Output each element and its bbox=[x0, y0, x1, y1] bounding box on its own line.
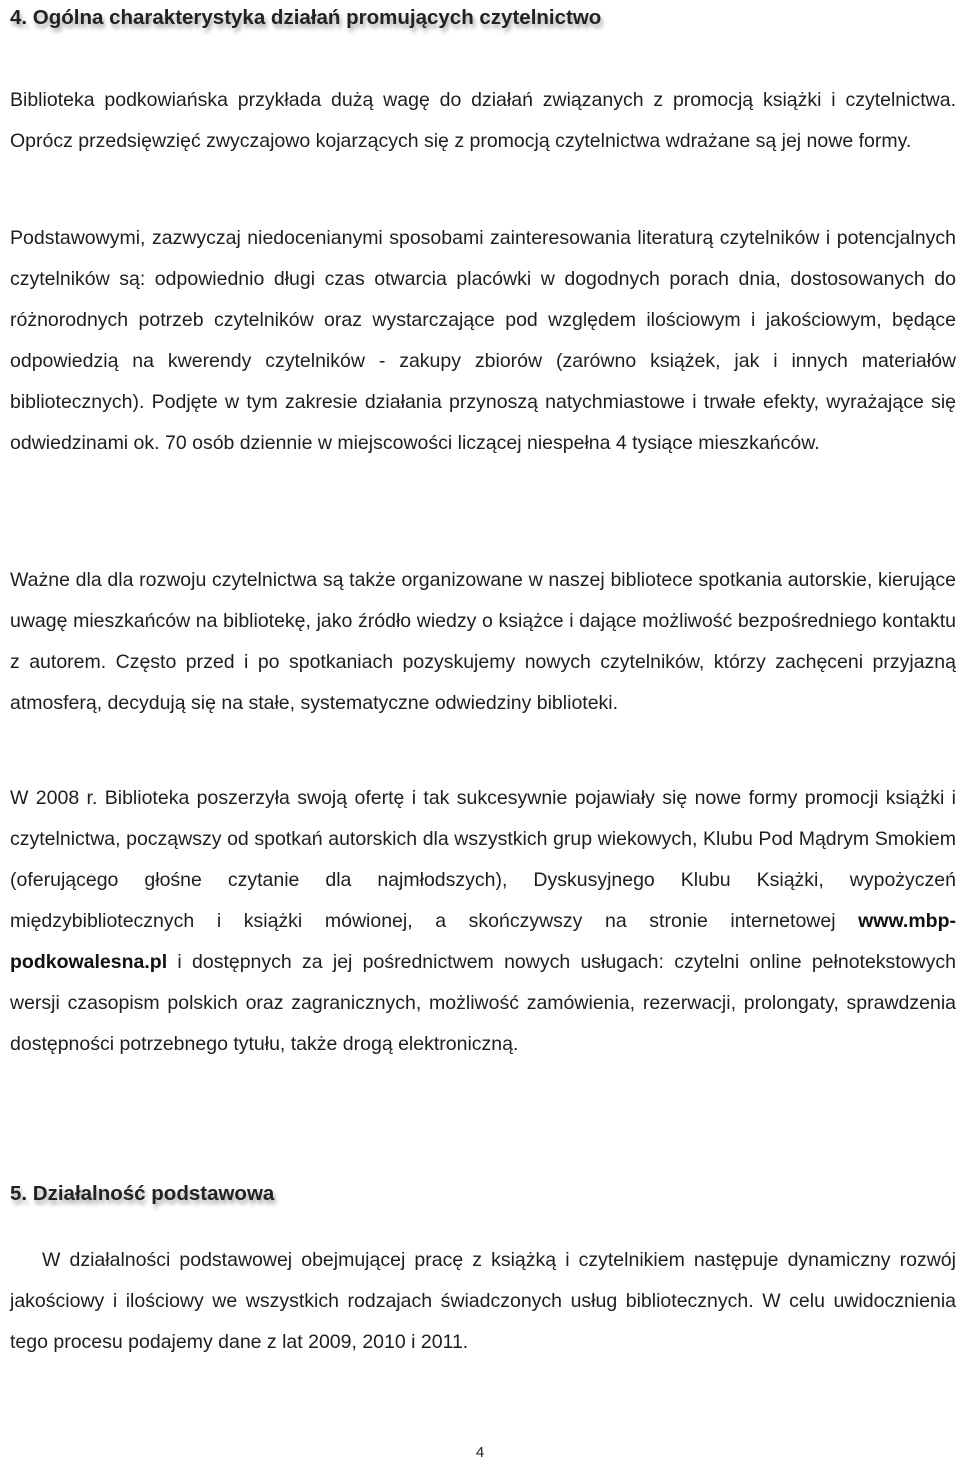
library-website-url[interactable]: www.mbp-podkowalesna.pl bbox=[10, 910, 956, 973]
paragraph-basic-activity-text: W działalności podstawowej obejmującej pracę z książką i czytelnikiem następuje dynamiczny rozwój jakościowy i ilościowy we wszystkich rodzajach świadczonych usług bibliotecznych. W celu uwidocznienia tego procesu podajemy dane z lat 2009, 2010 i 2011. bbox=[10, 1249, 956, 1353]
paragraph-new-offer-2008 bbox=[10, 778, 956, 1065]
page-number: 4 bbox=[475, 1444, 485, 1461]
paragraph-promotion-intro: Biblioteka podkowiańska przykłada dużą wagę do działań związanych z promocją książki i czytelnictwa. Oprócz przedsięwzięć zwyczajowo kojarzących się z promocją czytelnictwa wdrażane są jej nowe formy. bbox=[10, 89, 956, 152]
section-5-heading: 5. Działalność podstawowa bbox=[10, 1182, 275, 1205]
paragraph-basic-methods: Podstawowymi, zazwyczaj niedocenianymi sposobami zainteresowania literaturą czytelników i potencjalnych czytelników są: odpowiednio długi czas otwarcia placówki w dogodnych porach dnia, dostosowanych do różnorodnych potrzeb czytelników oraz wystarczające pod względem ilościowym i jakościowym, będące odpowiedzią na kwerendy czytelników - zakupy zbiorów (zarówno książek, jak i innych materiałów bibliotecznych). Podjęte w tym zakresie działania przynoszą natychmiastowe i trwałe efekty, wyrażające się odwiedzinami ok. 70 osób dziennie w miejscowości liczącej niespełna 4 tysiące mieszkańców. bbox=[10, 227, 956, 454]
paragraph-text-before-url: W 2008 r. Biblioteka poszerzyła swoją ofertę i tak sukcesywnie pojawiały się nowe formy promocji książki i czytelnictwa, począwszy od spotkań autorskich dla wszystkich grup wiekowych, Klubu Pod Mądrym Smokiem (oferującego głośne czytanie dla najmłodszych), Dyskusyjnego Klubu Książki, wypożyczeń międzybibliotecznych i książki mówionej, a skończywszy na stronie internetowej bbox=[10, 787, 956, 932]
paragraph-basic-activity bbox=[10, 1240, 956, 1363]
paragraph-author-meetings: Ważne dla dla rozwoju czytelnictwa są także organizowane w naszej bibliotece spotkania autorskie, kierujące uwagę mieszkańców na bibliotekę, jako źródło wiedzy o książce i dające możliwość bezpośredniego kontaktu z autorem. Często przed i po spotkaniach pozyskujemy nowych czytelników, którzy zachęceni przyjazną atmosferą, decydują się na stałe, systematyczne odwiedziny biblioteki. bbox=[10, 569, 956, 714]
section-4-heading: 4. Ogólna charakterystyka działań promujących czytelnictwo bbox=[10, 6, 602, 29]
paragraph-text-after-url: i dostępnych za jej pośrednictwem nowych usługach: czytelni online pełnotekstowych wersji czasopism polskich oraz zagranicznych, możliwość zamówienia, rezerwacji, prolongaty, sprawdzenia dostępności potrzebnego tytułu, także drogą elektroniczną. bbox=[10, 951, 956, 1055]
